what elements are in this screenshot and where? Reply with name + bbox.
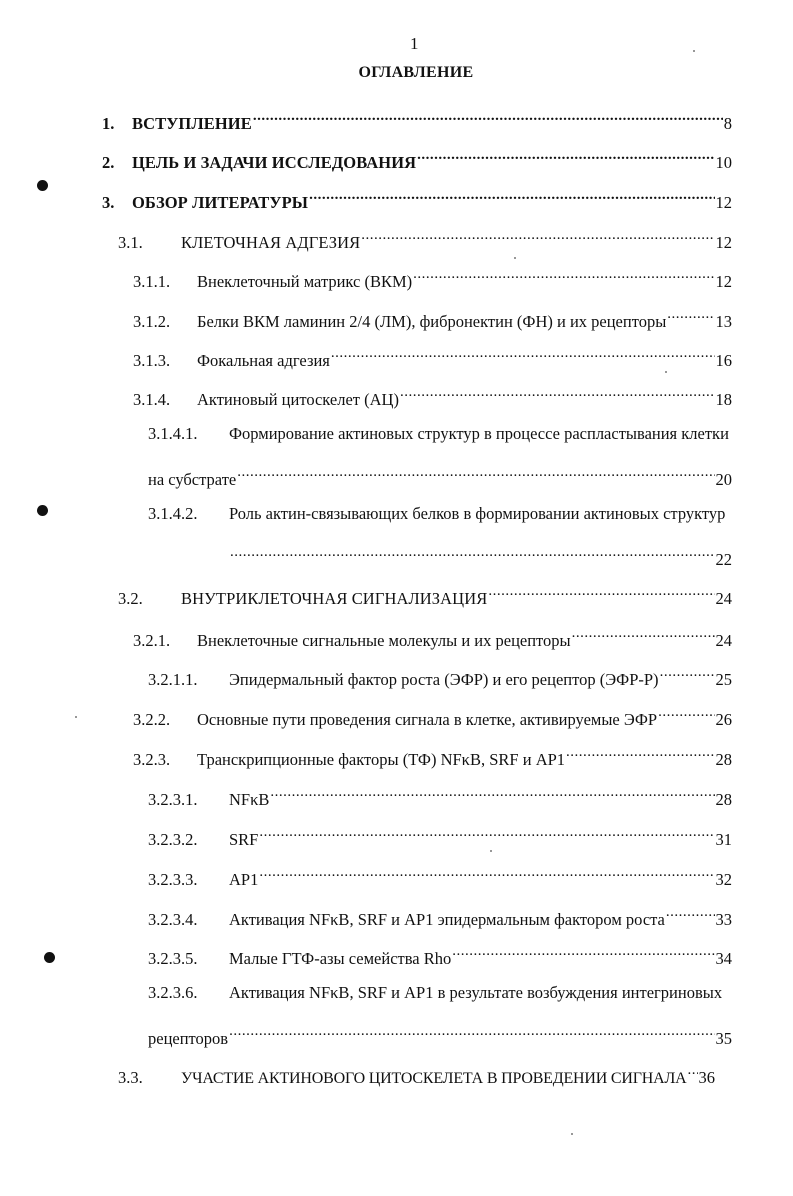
- binder-hole-mark: [37, 505, 48, 516]
- toc-entry-title: Внеклеточные сигнальные молекулы и их рецепторы: [197, 631, 571, 650]
- toc-entry-title: Малые ГТФ-азы семейства Rho: [229, 949, 452, 968]
- toc-entry-page: 33: [715, 910, 732, 929]
- toc-entry-page: 35: [715, 1029, 732, 1048]
- toc-entry-page: 24: [715, 631, 732, 650]
- dot-leader: [259, 861, 714, 885]
- dot-leader: [331, 342, 715, 366]
- toc-entry-number: 3.1.4.1.: [148, 424, 198, 443]
- toc-entry-continuation[interactable]: [148, 1020, 732, 1048]
- toc-entry-number: 3.: [102, 193, 115, 212]
- binder-hole-mark: [37, 180, 48, 191]
- dot-leader: [666, 901, 715, 925]
- toc-entry-title: Транскрипционные факторы (ТФ) NFκB, SRF и AP1: [197, 750, 566, 769]
- toc-entry[interactable]: [148, 940, 732, 968]
- toc-entry[interactable]: [118, 224, 732, 252]
- toc-entry-number: 1.: [102, 114, 115, 133]
- toc-entry-number: 3.2.3.5.: [148, 949, 198, 968]
- toc-entry-title: Белки ВКМ ламинин 2/4 (ЛМ), фибронектин (ФН) и их рецепторы: [197, 312, 667, 331]
- toc-entry-title: Актиновый цитоскелет (АЦ): [197, 390, 399, 409]
- dot-leader: [400, 381, 715, 405]
- toc-entry[interactable]: [148, 781, 732, 809]
- dot-leader: [658, 701, 714, 725]
- toc-entry[interactable]: [133, 622, 732, 650]
- dot-leader: [452, 940, 714, 964]
- toc-entry[interactable]: [102, 105, 732, 133]
- toc-entry-number: 3.1.1.: [133, 272, 171, 291]
- dot-leader: [229, 1020, 714, 1044]
- dot-leader: [361, 224, 714, 248]
- dot-leader: [688, 1059, 698, 1083]
- toc-entry-title: Активация NFκB, SRF и AP1 эпидермальным фактором роста: [229, 910, 665, 929]
- toc-entry[interactable]: [102, 184, 732, 212]
- toc-entry-page: 22: [715, 550, 732, 569]
- toc-entry-page: 20: [715, 470, 732, 489]
- toc-entry-title: КЛЕТОЧНАЯ АДГЕЗИЯ: [181, 233, 361, 252]
- toc-entry[interactable]: [133, 263, 732, 291]
- toc-entry-title: Активация NFκB, SRF и AP1 в результате возбуждения интегриновых: [229, 983, 723, 1002]
- toc-entry-title: УЧАСТИЕ АКТИНОВОГО ЦИТОСКЕЛЕТА В ПРОВЕДЕНИИ СИГНАЛА: [181, 1070, 687, 1087]
- toc-entry[interactable]: [148, 661, 732, 689]
- scan-speck: [571, 1133, 573, 1135]
- toc-entry-title: SRF: [229, 830, 259, 849]
- toc-entry-page: 12: [715, 272, 732, 291]
- scan-speck: [514, 257, 516, 259]
- toc-entry-number: 3.1.3.: [133, 351, 171, 370]
- toc-entry-number: 3.3.: [118, 1068, 143, 1087]
- toc-entry-page: 25: [715, 670, 732, 689]
- toc-entry[interactable]: [102, 144, 732, 172]
- toc-entry[interactable]: [148, 821, 732, 849]
- toc-entry[interactable]: [118, 1059, 734, 1087]
- toc-entry-number: 3.2.3.2.: [148, 830, 198, 849]
- scan-speck: [665, 371, 667, 373]
- toc-entry[interactable]: [133, 381, 732, 409]
- toc-entry-number: 3.2.3.: [133, 750, 171, 769]
- toc-entry-title: ОБЗОР ЛИТЕРАТУРЫ: [132, 193, 309, 212]
- toc-entry-page: 28: [715, 750, 732, 769]
- toc-entry-title-cont: рецепторов: [148, 1029, 229, 1048]
- toc-entry-page: 12: [715, 193, 732, 212]
- toc-entry-number: 3.1.4.: [133, 390, 171, 409]
- dot-leader: [230, 541, 715, 565]
- toc-entry-page: 26: [715, 710, 732, 729]
- toc-entry-page: 32: [715, 870, 732, 889]
- toc-entry-page: 31: [715, 830, 732, 849]
- toc-entry-number: 3.2.3.4.: [148, 910, 198, 929]
- toc-entry-continuation[interactable]: [148, 461, 732, 489]
- toc-entry-title: ВСТУПЛЕНИЕ: [132, 114, 252, 133]
- dot-leader: [566, 741, 714, 765]
- toc-entry-title: Основные пути проведения сигнала в клетке, активируемые ЭФР: [197, 710, 658, 729]
- dot-leader: [417, 144, 714, 168]
- toc-entry-title: Роль актин-связывающих белков в формировании актиновых структур: [229, 504, 726, 523]
- page-title: ОГЛАВЛЕНИЕ: [358, 64, 474, 81]
- toc-entry[interactable]: [148, 981, 732, 1005]
- toc-entry-continuation[interactable]: [229, 541, 732, 569]
- toc-entry[interactable]: [148, 861, 732, 889]
- toc-entry-title-cont: на субстрате: [148, 470, 237, 489]
- toc-entry-page: 18: [715, 390, 732, 409]
- toc-entry-number: 3.2.2.: [133, 710, 171, 729]
- toc-entry-number: 3.2.1.: [133, 631, 171, 650]
- scan-speck: [693, 50, 695, 52]
- toc-entry-page: 13: [715, 312, 732, 331]
- toc-entry-title: AP1: [229, 870, 259, 889]
- scan-speck: [490, 850, 492, 852]
- toc-entry-page: 16: [715, 351, 732, 370]
- dot-leader: [660, 661, 715, 685]
- toc-entry-title: Эпидермальный фактор роста (ЭФР) и его рецептор (ЭФР-Р): [229, 670, 659, 689]
- toc-entry[interactable]: [133, 303, 732, 331]
- toc-entry-page: 12: [715, 233, 732, 252]
- scan-speck: [75, 716, 77, 718]
- toc-entry-number: 3.1.4.2.: [148, 504, 198, 523]
- toc-entry[interactable]: [148, 502, 732, 526]
- toc-entry-number: 3.1.2.: [133, 312, 171, 331]
- toc-entry-number: 3.1.: [118, 233, 143, 252]
- toc-entry-page: 28: [715, 790, 732, 809]
- toc-entry[interactable]: [133, 741, 732, 769]
- toc-entry[interactable]: [133, 342, 732, 370]
- toc-entry-title: ВНУТРИКЛЕТОЧНАЯ СИГНАЛИЗАЦИЯ: [181, 589, 488, 608]
- toc-entry-title: Формирование актиновых структур в процессе распластывания клетки: [229, 424, 729, 443]
- dot-leader: [413, 263, 714, 287]
- toc-entry-page: 34: [715, 949, 732, 968]
- dot-leader: [253, 105, 723, 129]
- toc-entry-page: 36: [698, 1068, 716, 1087]
- toc-entry-title: NFκB: [229, 790, 270, 809]
- dot-leader: [572, 622, 715, 646]
- toc-entry-number: 3.2.1.1.: [148, 670, 198, 689]
- toc-entry-number: 3.2.: [118, 589, 143, 608]
- toc-entry-page: 24: [715, 589, 732, 608]
- toc-entry[interactable]: [133, 701, 732, 729]
- dot-leader: [237, 461, 714, 485]
- toc-entry-number: 3.2.3.6.: [148, 983, 198, 1002]
- toc-entry-number: 3.2.3.1.: [148, 790, 198, 809]
- toc-entry-title: Внеклеточный матрикс (ВКМ): [197, 272, 413, 291]
- toc-entry[interactable]: [118, 580, 732, 608]
- dot-leader: [309, 184, 714, 208]
- toc-entry-page: 8: [723, 114, 732, 133]
- dot-leader: [667, 303, 714, 327]
- binder-hole-mark: [44, 952, 55, 963]
- toc-entry-page: 10: [715, 153, 732, 172]
- dot-leader: [488, 580, 714, 604]
- toc-entry-title: Фокальная адгезия: [197, 351, 330, 370]
- dot-leader: [259, 821, 714, 845]
- toc-entry[interactable]: [148, 901, 732, 929]
- toc-entry-number: 3.2.3.3.: [148, 870, 198, 889]
- toc-entry-title: ЦЕЛЬ И ЗАДАЧИ ИССЛЕДОВАНИЯ: [132, 153, 417, 172]
- toc-entry-number: 2.: [102, 153, 115, 172]
- dot-leader: [270, 781, 714, 805]
- toc-entry[interactable]: [148, 422, 732, 446]
- page-number: 1: [410, 34, 419, 53]
